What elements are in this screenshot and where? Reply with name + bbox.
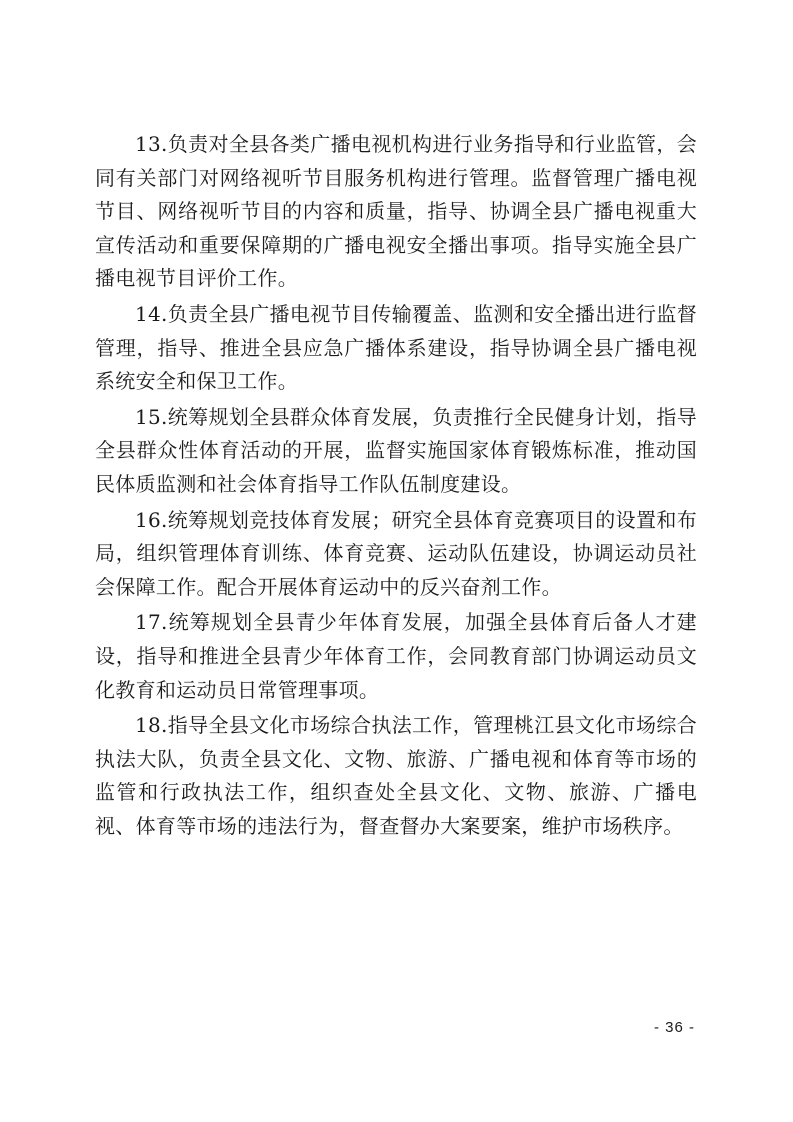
document-body [95, 128, 697, 845]
paragraph-15: 15.统筹规划全县群众体育发展，负责推行全民健身计划，指导全县群众性体育活动的开展，监督实施国家体育锻炼标准，推动国民体质监测和社会体育指导工作队伍制度建设。 [95, 404, 697, 496]
paragraph-14: 14.负责全县广播电视节目传输覆盖、监测和安全播出进行监督管理，指导、推进全县应急广播体系建设，指导协调全县广播电视系统安全和保卫工作。 [95, 301, 697, 394]
paragraph-17: 17.统筹规划全县青少年体育发展，加强全县体育后备人才建设，指导和推进全县青少年体育工作，会同教育部门协调运动员文化教育和运动员日常管理事项。 [95, 610, 697, 702]
paragraph-13: 13.负责对全县各类广播电视机构进行业务指导和行业监管，会同有关部门对网络视听节目服务机构进行管理。监督管理广播电视节目、网络视听节目的内容和质量，指导、协调全县广播电视重大宣传活动和重要保障期的广播电视安全播出事项。指导实施全县广播电视节目评价工作。 [95, 132, 697, 291]
paragraph-16: 16.统筹规划竞技体育发展；研究全县体育竞赛项目的设置和布局，组织管理体育训练、体育竞赛、运动队伍建设，协调运动员社会保障工作。配合开展体育运动中的反兴奋剂工作。 [95, 507, 697, 599]
page-number: - 36 - [653, 1019, 695, 1036]
paragraph-18: 18.指导全县文化市场综合执法工作，管理桃江县文化市场综合执法大队，负责全县文化、文物、旅游、广播电视和体育等市场的监管和行政执法工作，组织查处全县文化、文物、旅游、广播电视、体育等市场的违法行为，督查督办大案要案，维护市场秩序。 [95, 713, 697, 838]
